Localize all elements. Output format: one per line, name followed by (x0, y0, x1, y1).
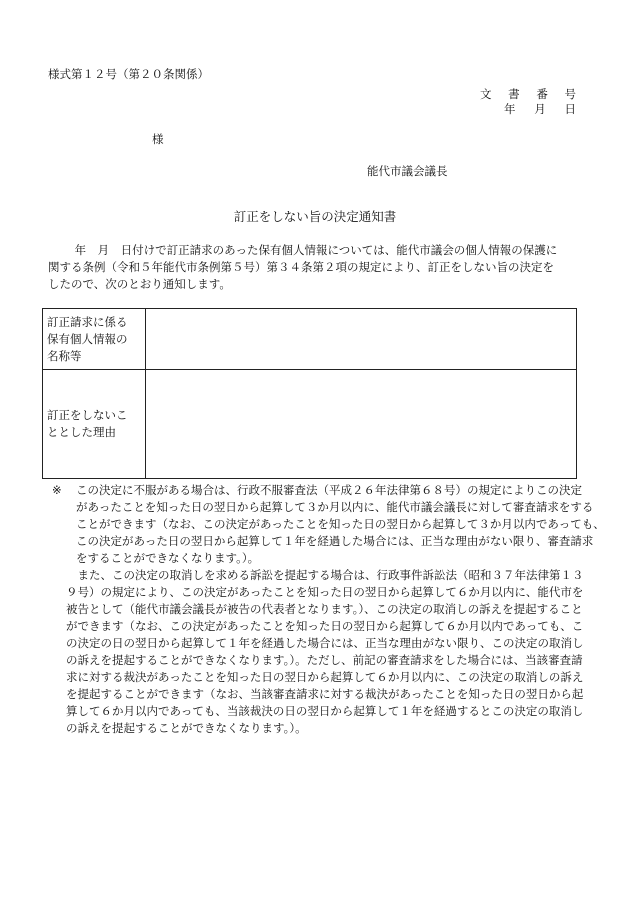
row-label-info-name: 訂正請求に係る 保有個人情報の 名称等 (43, 309, 146, 370)
note-line: ことができます（なお、この決定があったことを知った日の翌日から起算して３か月以内であっても、 (76, 517, 605, 531)
row-label-reason: 訂正をしないこ ととした理由 (43, 370, 146, 479)
doc-char: 番 (536, 87, 548, 101)
table-row (43, 370, 577, 479)
note-line: 算して６か月以内であっても、当該裁決の日の翌日から起算して１年を経過するとこの決定の取消し (66, 704, 584, 718)
note-line: の訴えを提起することができなくなります。）。 (66, 721, 307, 735)
doc-char: 書 (508, 87, 520, 101)
note-line: ※ この決定に不服がある場合は、行政不服審査法（平成２６年法律第６８号）の規定によりこの決定 (52, 483, 582, 497)
note-line: をすることができなくなります。）。 (76, 551, 260, 565)
note-line: ９号）の規定により、この決定があったことを知った日の翌日から起算して６か月以内に、能代市を (66, 585, 584, 599)
doc-char: 号 (564, 87, 576, 101)
document-title: 訂正をしない旨の決定通知書 (233, 209, 397, 224)
row-value-info-name (146, 309, 577, 370)
note-line: があったことを知った日の翌日から起算して３か月以内に、能代市議会議長に対して審査請求をする (76, 500, 594, 514)
intro-paragraph (48, 242, 578, 293)
intro-line: 関する条例（令和５年能代市条例第５号）第３４条第２項の規定により、訂正をしない旨の決定を (48, 260, 554, 274)
note-mark: ※ (52, 483, 62, 497)
note-line: 被告として（能代市議会議長が被告の代表者となります。）、この決定の取消しの訴えを提起すること (66, 602, 583, 616)
date-day: 日 (564, 102, 576, 116)
note-line: の決定の日の翌日から起算して１年を経過した場合には、正当な理由がない限り、この決定の取消し (66, 636, 584, 650)
notes-section (52, 482, 605, 737)
doc-char: 文 (480, 87, 492, 101)
note-line: この決定があった日の翌日から起算して１年を経過した場合には、正当な理由がない限り、審査請求 (76, 534, 594, 548)
date-label (504, 101, 576, 117)
document-number-label (480, 86, 576, 102)
note-line: の訴えを提起することができなくなります。）。ただし、前記の審査請求をした場合には、当該審査請 (66, 653, 583, 667)
date-month: 月 (534, 102, 546, 116)
note-line: を提起することができます（なお、当該審査請求に対する裁決があったことを知った日の翌日から起 (66, 687, 584, 701)
addressee: 様 (152, 132, 164, 146)
intro-line: したので、次のとおり通知します。 (48, 277, 231, 291)
note-line: 求に対する裁決があったことを知った日の翌日から起算して６か月以内に、この決定の取消しの訴え (66, 670, 584, 684)
form-number: 様式第１２号（第２０条関係） (48, 67, 209, 81)
date-year: 年 (504, 102, 516, 116)
note-line: また、この決定の取消しを求める訴訟を提起する場合は、行政事件訴訟法（昭和３７年法律第１３ (66, 568, 584, 582)
table-row (43, 309, 577, 370)
note-line: ができます（なお、この決定があったことを知った日の翌日から起算して６か月以内であっても、こ (66, 619, 584, 633)
sender: 能代市議会議長 (367, 164, 448, 178)
row-value-reason (146, 370, 577, 479)
intro-line: 年 月 日付けで訂正請求のあった保有個人情報については、能代市議会の個人情報の保護に (48, 243, 558, 257)
info-table (42, 308, 577, 479)
